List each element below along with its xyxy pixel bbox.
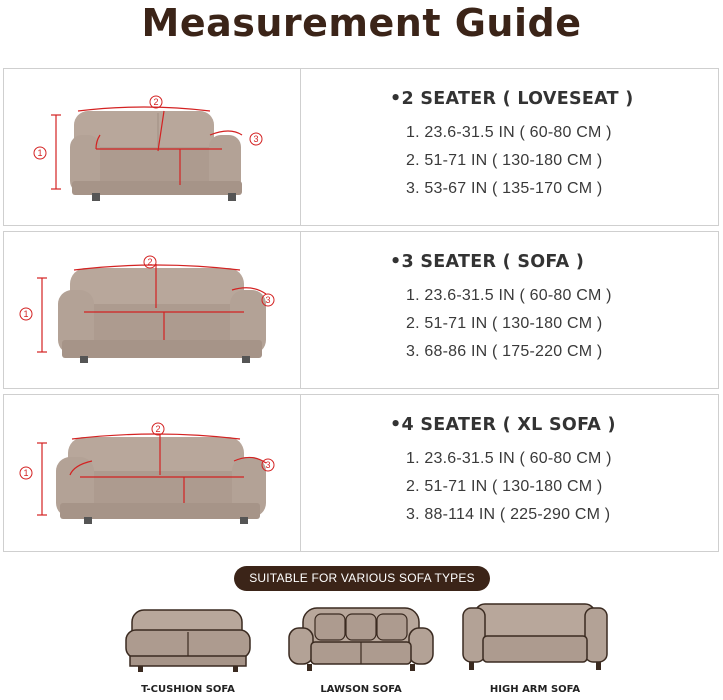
size-info-4-seater xyxy=(390,415,616,534)
suitable-types-banner: SUITABLE FOR VARIOUS SOFA TYPES xyxy=(234,566,490,591)
marker-3: 3 xyxy=(265,460,271,470)
loveseat-illustration xyxy=(4,69,300,225)
marker-3: 3 xyxy=(265,295,271,305)
type-label: LAWSON SOFA xyxy=(320,684,402,695)
marker-1: 1 xyxy=(23,309,29,319)
xl-sofa-illustration xyxy=(4,395,300,551)
marker-2: 2 xyxy=(155,424,161,434)
marker-2: 2 xyxy=(147,257,153,267)
size-info-2-seater xyxy=(390,89,634,208)
size-line: 3. 68-86 IN ( 175-220 CM ) xyxy=(406,343,603,360)
sofa-row-4-seater xyxy=(3,394,719,552)
marker-1: 1 xyxy=(37,148,43,158)
size-line: 1. 23.6-31.5 IN ( 60-80 CM ) xyxy=(406,450,612,467)
type-t-cushion xyxy=(108,600,268,700)
page-title: Measurement Guide xyxy=(141,1,582,45)
type-lawson xyxy=(281,600,441,700)
size-info-3-seater xyxy=(390,252,612,371)
type-label: HIGH ARM SOFA xyxy=(489,684,581,695)
size-heading: •4 SEATER ( XL SOFA ) xyxy=(390,415,616,435)
size-line: 2. 51-71 IN ( 130-180 CM ) xyxy=(406,315,603,332)
size-line: 3. 88-114 IN ( 225-290 CM ) xyxy=(406,506,611,523)
marker-1: 1 xyxy=(23,468,29,478)
marker-2: 2 xyxy=(153,97,159,107)
sofa-row-3-seater xyxy=(3,231,719,389)
size-heading: •3 SEATER ( SOFA ) xyxy=(390,252,585,272)
type-high-arm xyxy=(455,600,615,700)
marker-3: 3 xyxy=(253,134,259,144)
size-line: 1. 23.6-31.5 IN ( 60-80 CM ) xyxy=(406,287,612,304)
type-label: T-CUSHION SOFA xyxy=(141,684,235,695)
size-line: 2. 51-71 IN ( 130-180 CM ) xyxy=(406,152,603,169)
sofa-row-2-seater xyxy=(3,68,719,226)
sofa-illustration xyxy=(4,232,300,388)
size-line: 1. 23.6-31.5 IN ( 60-80 CM ) xyxy=(406,124,612,141)
size-heading: •2 SEATER ( LOVESEAT ) xyxy=(390,89,634,109)
size-line: 3. 53-67 IN ( 135-170 CM ) xyxy=(406,180,603,197)
size-line: 2. 51-71 IN ( 130-180 CM ) xyxy=(406,478,603,495)
